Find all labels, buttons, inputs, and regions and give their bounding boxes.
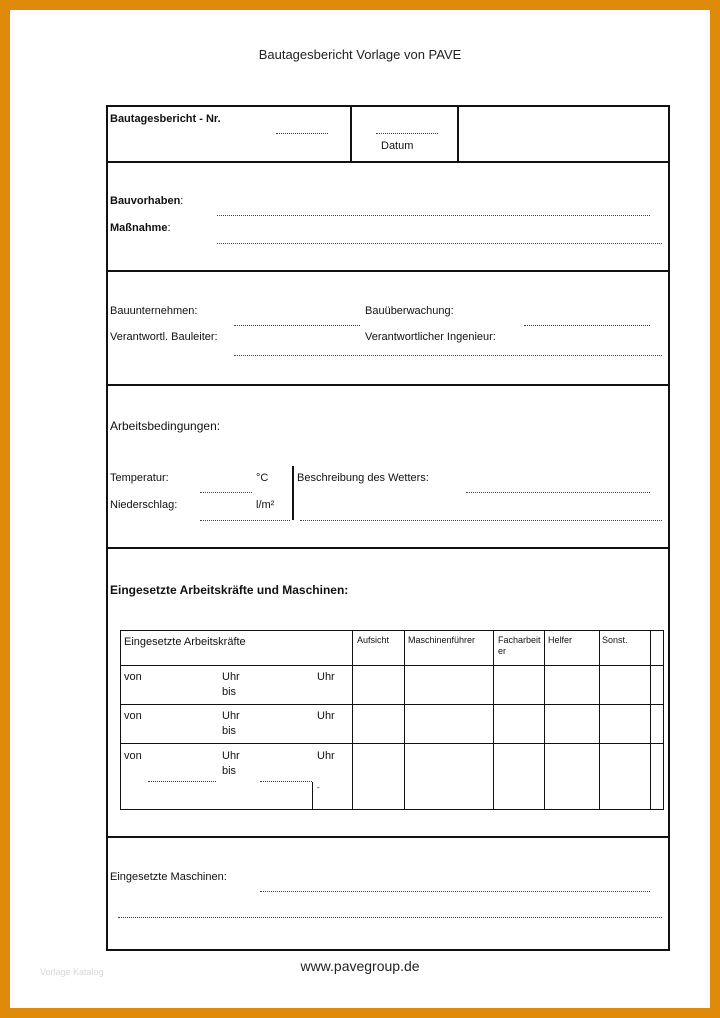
row-uhr-start: Uhr <box>222 671 240 683</box>
weather-field[interactable] <box>466 492 650 493</box>
conditions-divider <box>292 466 294 520</box>
time-from-field[interactable] <box>148 781 216 782</box>
bauvorhaben-field[interactable] <box>217 215 650 216</box>
workforce-heading: Eingesetzte Arbeitskräfte und Maschinen: <box>110 583 349 597</box>
row-uhr-end: Uhr <box>317 671 335 683</box>
column-header: Facharbeit er <box>498 635 541 656</box>
trailing-mark: - <box>317 783 320 792</box>
column-header: Maschinenführer <box>408 635 476 645</box>
row-uhr-start: Uhr <box>222 750 240 762</box>
divider-contractors <box>106 384 668 386</box>
time-to-field[interactable] <box>260 781 312 782</box>
bauvorhaben-label: Bauvorhaben: <box>110 195 184 207</box>
divider-header <box>106 161 668 163</box>
document-title: Bautagesbericht Vorlage von PAVE <box>258 47 462 62</box>
row-bis: bis <box>222 686 237 698</box>
report-number-field[interactable] <box>276 133 328 134</box>
divider-conditions <box>106 547 668 549</box>
bauunternehmen-label: Bauunternehmen: <box>110 305 198 317</box>
row-uhr-end: Uhr <box>317 750 335 762</box>
column-header: Aufsicht <box>357 635 390 645</box>
massnahme-label: Maßnahme: <box>110 222 171 234</box>
divider-project <box>106 270 668 272</box>
temperature-label: Temperatur: <box>110 472 169 484</box>
row-bis: bis <box>222 725 237 737</box>
column-header: Sonst. <box>602 635 628 645</box>
row-uhr-end: Uhr <box>317 710 335 722</box>
bauleiter-label: Verantwortl. Bauleiter: <box>110 331 218 343</box>
machines-field[interactable] <box>260 891 650 892</box>
document-page <box>10 10 710 1008</box>
row-von: von <box>124 750 142 762</box>
bauueberwachung-label: Bauüberwachung: <box>365 305 454 317</box>
table-title: Eingesetzte Arbeitskräfte <box>124 636 246 648</box>
bauunternehmen-field[interactable] <box>234 325 360 326</box>
date-label: Datum <box>381 140 414 152</box>
temperature-unit: °C <box>256 472 269 484</box>
machines-field-2[interactable] <box>118 917 662 918</box>
bauueberwachung-field[interactable] <box>524 325 650 326</box>
row-bis: bis <box>222 765 237 777</box>
temperature-field[interactable] <box>200 492 252 493</box>
date-field[interactable] <box>376 133 438 134</box>
column-header: Helfer <box>548 635 573 645</box>
header-divider-2 <box>457 105 459 162</box>
weather-field-2[interactable] <box>300 520 662 521</box>
row-von: von <box>124 710 142 722</box>
precipitation-field[interactable] <box>200 520 290 521</box>
ingenieur-label: Verantwortlicher Ingenieur: <box>365 331 496 343</box>
bauleiter-ingenieur-field[interactable] <box>234 355 662 356</box>
report-frame <box>106 105 670 951</box>
massnahme-field[interactable] <box>217 243 662 244</box>
watermark: Vorlage Katalog <box>40 967 104 977</box>
row-von: von <box>124 671 142 683</box>
footer-url: www.pavegroup.de <box>300 958 420 974</box>
report-number-label: Bautagesbericht - Nr. <box>110 113 221 125</box>
weather-label: Beschreibung des Wetters: <box>297 472 429 484</box>
precipitation-label: Niederschlag: <box>110 499 178 511</box>
conditions-heading: Arbeitsbedingungen: <box>110 419 221 433</box>
header-divider-1 <box>350 105 352 162</box>
divider-workforce <box>106 836 668 838</box>
machines-label: Eingesetzte Maschinen: <box>110 871 227 883</box>
row-uhr-start: Uhr <box>222 710 240 722</box>
precipitation-unit: l/m² <box>256 499 275 511</box>
